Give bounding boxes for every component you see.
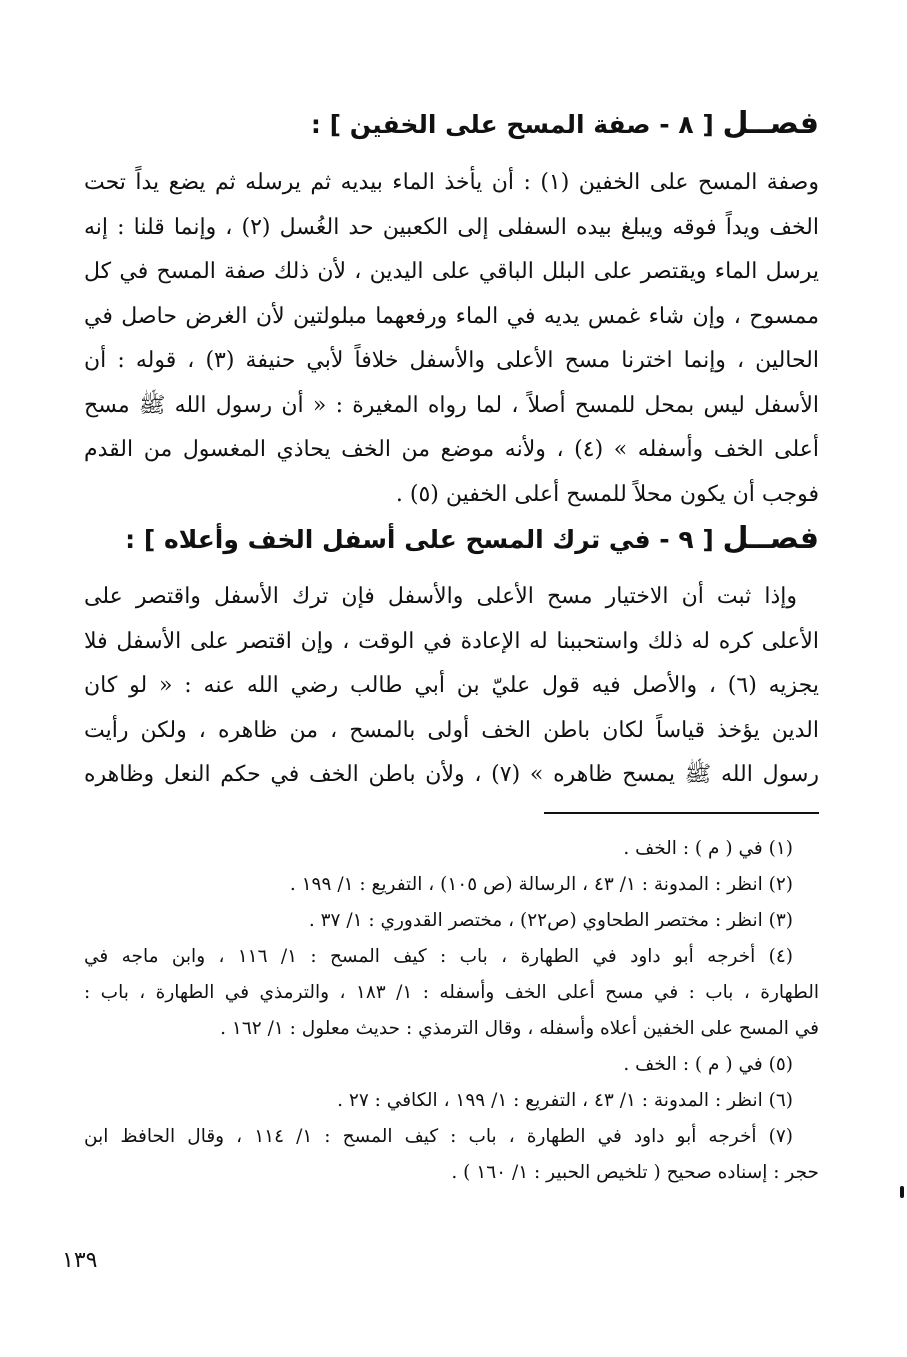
footnotes: [84, 831, 819, 1191]
section-8-heading-prefix: فصــل: [722, 106, 819, 141]
page-number: ١٣٩: [62, 1248, 98, 1273]
paragraph-line: أعلى الخف وأسفله » (٤) ، ولأنه موضع من الخف يحاذي المغسول من القدم: [84, 437, 819, 462]
paragraph-line: رسول الله ﷺ يمسح ظاهره » (٧) ، ولأن باطن الخف في حكم النعل وظاهره: [84, 762, 819, 787]
paragraph-line: الخف ويداً فوقه ويبلغ بيده السفلى إلى الكعبين حد الغُسل (٢) ، وإنما قلنا : إنه: [84, 214, 819, 240]
paragraph-line: الأعلى كره له ذلك واستحببنا له الإعادة في الوقت ، وإن اقتصر على الأسفل فلا: [84, 628, 819, 654]
section-9-heading-prefix: فصــل: [722, 521, 819, 556]
footnote-line: (٥) في ( م ) : الخف .: [623, 1054, 793, 1075]
section-8-paragraph: [84, 161, 819, 517]
paragraph-line: الحالين ، وإنما اخترنا مسح الأعلى والأسفل خلافاً لأبي حنيفة (٣) ، قوله : أن: [84, 348, 819, 373]
footnote-separator: [544, 812, 819, 814]
footnote-line: حجر : إسناده صحيح ( تلخيص الحبير : ١/ ١٦٠ ) .: [451, 1162, 819, 1183]
section-9-heading-title: [ ٩ - في ترك المسح على أسفل الخف وأعلاه ] :: [125, 525, 714, 554]
footnote-line: (٣) انظر : مختصر الطحاوي (ص٢٢) ، مختصر القدوري : ١/ ٣٧ .: [308, 910, 793, 931]
paragraph-line: يرسل الماء ويقتصر على البلل الباقي على اليدين ، لأن ذلك صفة المسح في كل: [84, 259, 819, 284]
footnote-line: في المسح على الخفين أعلاه وأسفله ، وقال الترمذي : حديث معلول : ١/ ١٦٢ .: [220, 1018, 819, 1039]
footnote-line: (٧) أخرجه أبو داود في الطهارة ، باب : كيف المسح : ١/ ١١٤ ، وقال الحافظ ابن: [84, 1126, 793, 1147]
paragraph-line: الدين يؤخذ قياساً لكان باطن الخف أولى بالمسح ، من ظاهره ، ولكن رأيت: [84, 717, 819, 743]
paragraph-line: ممسوح ، وإن شاء غمس يديه في الماء ورفعهما مبلولتين لأن الغرض حاصل في: [84, 303, 819, 329]
paragraph-line: وصفة المسح على الخفين (١) : أن يأخذ الماء بيديه ثم يرسله ثم يضع يداً تحت: [84, 170, 819, 195]
footnote-line: (١) في ( م ) : الخف .: [623, 838, 793, 859]
footnote-line: الطهارة ، باب : في مسح أعلى الخف وأسفله : ١/ ١٨٣ ، والترمذي في الطهارة ، باب :: [84, 982, 819, 1003]
paragraph-line: يجزيه (٦) ، والأصل فيه قول عليّ بن أبي طالب رضي الله عنه : « لو كان: [84, 673, 819, 698]
footnote-line: (٢) انظر : المدونة : ١/ ٤٣ ، الرسالة (ص ١٠٥) ، التفريع : ١/ ١٩٩ .: [289, 874, 793, 895]
paragraph-line: الأسفل ليس بمحل للمسح أصلاً ، لما رواه المغيرة : « أن رسول الله ﷺ مسح: [84, 392, 819, 418]
section-8-heading: [84, 104, 819, 145]
footnote-line: (٤) أخرجه أبو داود في الطهارة ، باب : كيف المسح : ١/ ١١٦ ، وابن ماجه في: [84, 946, 793, 967]
paragraph-line: فوجب أن يكون محلاً للمسح أعلى الخفين (٥) .: [395, 481, 819, 507]
section-9-paragraph: [84, 575, 819, 798]
section-8-heading-title: [ ٨ - صفة المسح على الخفين ] :: [310, 110, 714, 139]
footnote-line: (٦) انظر : المدونة : ١/ ٤٣ ، التفريع : ١/ ١٩٩ ، الكافي : ٢٧ .: [337, 1090, 793, 1111]
section-9-heading: [84, 519, 819, 560]
paragraph-line: وإذا ثبت أن الاختيار مسح الأعلى والأسفل فإن ترك الأسفل واقتصر على: [84, 584, 797, 609]
scan-edge-mark: [900, 1186, 904, 1198]
